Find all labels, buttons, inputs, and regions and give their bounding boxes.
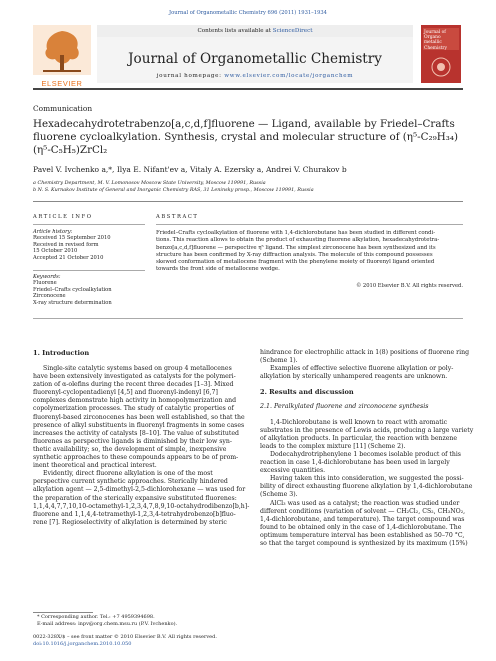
authors: Pavel V. Ivchenko a,*, Ilya E. Nifant'ev a, Vitaly A. Ezersky a, Andrei V. Churakov b xyxy=(33,165,347,174)
text-line: fluorene and 1,1,4,4-tetramethyl-1,2,3,4-tetrahydrobenzo[b]fluo- xyxy=(33,510,236,518)
intro-paragraph-1 xyxy=(33,365,250,527)
keywords xyxy=(33,274,145,306)
divider xyxy=(33,224,145,225)
section-label: Communication xyxy=(33,104,93,113)
divider xyxy=(33,201,463,202)
right-column xyxy=(260,349,474,548)
article-history xyxy=(33,229,145,261)
text-line: the preparation of the sterically expansive substituted fluorenes: xyxy=(33,494,237,502)
text-line: excessive quantities. xyxy=(260,467,326,475)
contents-prefix: Contents lists available at xyxy=(197,28,273,34)
text-line: rene [7]. Regioselectivity of alkylation is determined by steric xyxy=(33,518,227,526)
text-line: fluorenyl-cyclopentadienyl [4,5] and fluorenyl-indenyl [6,7] xyxy=(33,389,218,397)
affiliation: b N. S. Kurnakov Institute of General and Inorganic Chemistry RAS, 31 Leninsky prosp., Moscow 119991, Russia xyxy=(33,187,314,194)
history-line: 15 October 2010 xyxy=(33,248,78,255)
results-subheading: 2.1. Peralkylated fluorene and zirconocene synthesis xyxy=(260,403,429,411)
title-line: (η⁵-C₅H₅)ZrCl₂ xyxy=(33,143,108,156)
corresponding-author: * Corresponding author. Tel.: +7 4959394698. xyxy=(37,614,155,620)
text-line: fluorenyl-based zirconocenes has been well established, so that the xyxy=(33,413,245,421)
keyword: X-ray structure determination xyxy=(33,299,112,306)
article-title xyxy=(33,118,473,157)
sciencedirect-link[interactable]: ScienceDirect xyxy=(272,28,313,34)
text-line: (Scheme 3). xyxy=(260,491,298,499)
abstract-label: ABSTRACT xyxy=(156,214,199,220)
text-line: (Scheme 1). xyxy=(260,357,298,365)
divider xyxy=(33,270,145,271)
text-line: Dodecahydrotriphenylene 1 becomes isolable product of this xyxy=(270,450,461,458)
text-line: increases the activity of catalysts [8–10]. The value of substituted xyxy=(33,429,239,437)
text-line: presence of alkyl substituents in fluorenyl fragments in some cases xyxy=(33,421,245,429)
homepage-link[interactable]: www.elsevier.com/locate/jorganchem xyxy=(224,73,354,79)
elsevier-logo xyxy=(33,25,91,88)
affiliation: a Chemistry Department, M. V. Lomonosov Moscow State University, Moscow 119991, Russia xyxy=(33,180,266,186)
publisher-name: ELSEVIER xyxy=(41,79,83,88)
text-line: reaction in case 1,4-dichlorobutane has been used in largely xyxy=(260,459,450,467)
affiliations xyxy=(33,180,314,194)
text-line: 1,4-dichlorobutane, and temperature). The target compound was xyxy=(260,515,465,523)
homepage-line xyxy=(97,73,413,79)
text-line: perspective current synthetic approaches. Sterically hindered xyxy=(33,478,228,486)
abstract-line: towards the front side of metallocene wedge. xyxy=(156,266,280,273)
divider xyxy=(156,224,463,225)
results-heading: 2. Results and discussion xyxy=(260,388,354,397)
abstract-line: benzo[a,c,d,f]fluorene — perspective η⁵ ligand. The simplest zirconocene has been synthesized and its xyxy=(156,244,436,251)
text-line: alkylation by sterically unhampered reagents are unknown. xyxy=(260,373,448,381)
text-line: of alkylation products. In particular, the reaction with benzene xyxy=(260,434,458,442)
title-line: fluorene cycloalkylation. Synthesis, crystal and molecular structure of (η⁵-C₂₉H₃₄) xyxy=(33,130,458,143)
cover-title: Journal of Organo metallic Chemistry xyxy=(424,30,447,51)
text-line: 1,4-Dichlorobutane is well known to react with aromatic xyxy=(270,418,448,426)
keyword: Friedel–Crafts cycloalkylation xyxy=(33,286,112,293)
keyword: Fluorene xyxy=(33,280,57,287)
text-line: alkylation agent — 2,5-dimethyl-2,5-dichlorohexane — was used for xyxy=(33,486,246,494)
issn-doi xyxy=(33,634,217,648)
issn-line: 0022-328X/$ – see front matter © 2010 Elsevier B.V. All rights reserved. xyxy=(33,634,217,640)
history-heading: Article history: xyxy=(33,229,73,235)
divider xyxy=(33,318,463,319)
history-line: Received 15 September 2010 xyxy=(33,235,111,242)
abstract-line: Friedel–Crafts cycloalkylation of fluorene with 1,4-dichlorobutane has been studied in different condi- xyxy=(156,230,436,236)
abstract-text xyxy=(156,230,463,274)
text-line: Evidently, direct fluorene alkylation is one of the most xyxy=(43,470,213,478)
text-line: complexes demonstrate high activity in homopolymerization and xyxy=(33,397,237,405)
contents-line xyxy=(97,28,413,34)
journal-cover xyxy=(421,25,461,83)
text-line: substrates in the presence of Lewis acids, producing a large variety xyxy=(260,426,474,434)
title-line: Hexadecahydrotetrabenzo[a,c,d,f]fluorene — Ligand, available by Friedel–Crafts xyxy=(33,118,455,130)
header-rule xyxy=(33,88,463,90)
homepage-prefix: journal homepage: xyxy=(156,73,225,79)
history-line: Received in revised form xyxy=(33,241,99,248)
text-line: synthetic approaches to these compounds appears to be of prom- xyxy=(33,454,239,462)
intro-heading: 1. Introduction xyxy=(33,349,90,357)
journal-name: Journal of Organometallic Chemistry xyxy=(128,51,382,67)
text-line: have been extensively investigated as catalysts for the polymeri- xyxy=(33,373,236,381)
history-line: Accepted 21 October 2010 xyxy=(33,254,104,261)
abstract-line: tions. This reaction allows to obtain the product of exhausting fluorene alkylation, hexadecahydrotetra- xyxy=(156,237,440,244)
text-line: bility of direct exhausting fluorene alkylation by 1,4-dichlorobutane xyxy=(260,483,473,491)
article-info-label: ARTICLE INFO xyxy=(33,214,93,220)
footnote xyxy=(37,614,177,628)
text-line: so that the target compound is synthesized by its maximum (15%) xyxy=(260,539,468,547)
text-line: leads to the complex mixture [11] (Scheme 2). xyxy=(260,442,406,450)
text-line: Single-site catalytic systems based on group 4 metallocenes xyxy=(43,365,232,372)
keyword: Zirconocene xyxy=(33,293,66,300)
text-line: thetic availability; so, the development of simple, inexpensive xyxy=(33,445,227,453)
text-line: zation of α-olefins during the recent three decades [1–3]. Mixed xyxy=(33,381,234,389)
text-line: fluorenes as perspective ligands is diminished by their low syn- xyxy=(33,437,233,445)
text-line: AlCl₃ was used as a catalyst; the reaction was studied under xyxy=(270,499,460,507)
abstract-line: structure has been confirmed by X-ray diffraction analysis. The molecule of this compound possesses xyxy=(156,251,433,258)
doi-link[interactable]: doi:10.1016/j.jorganchem.2010.10.050 xyxy=(33,641,132,647)
text-line: found to be obtained only in the case of 1,4-dichlorobutane. The xyxy=(260,523,462,531)
text-line: 1,1,4,4,7,7,10,10-octamethyl-1,2,3,4,7,8,9,10-octahydrodibenzo[b,h]- xyxy=(33,502,250,510)
keywords-heading: Keywords: xyxy=(33,274,61,280)
copyright: © 2010 Elsevier B.V. All rights reserved. xyxy=(356,283,463,289)
text-line: different conditions (variation of solvent — CH₂Cl₂, CS₂, CH₃NO₂, xyxy=(260,507,466,515)
elsevier-tree-icon xyxy=(33,25,91,75)
journal-reference: Journal of Organometallic Chemistry 696 (2011) 1931–1934 xyxy=(169,10,327,16)
text-line: copolymerization processes. The study of catalytic properties of xyxy=(33,405,234,413)
email-line: E-mail address: inpv@org.chem.msu.ru (P.V. Ivchenko). xyxy=(37,621,178,627)
text-line: hindrance for electrophilic attack in 1(8) positions of fluorene ring xyxy=(260,349,470,356)
text-line: Examples of effective selective fluorene alkylation or poly- xyxy=(270,365,454,373)
text-line: inent theoretical and practical interest. xyxy=(33,462,157,470)
text-line: optimum temperature interval has been established as 50–70 °C, xyxy=(260,531,465,539)
abstract-line: skewed conformation of metallocene fragment with the phenylene moiety of fluorenyl ligand oriented xyxy=(156,259,435,266)
footnote-rule xyxy=(33,612,93,613)
text-line: Having taken this into consideration, we suggested the possi- xyxy=(270,475,464,483)
